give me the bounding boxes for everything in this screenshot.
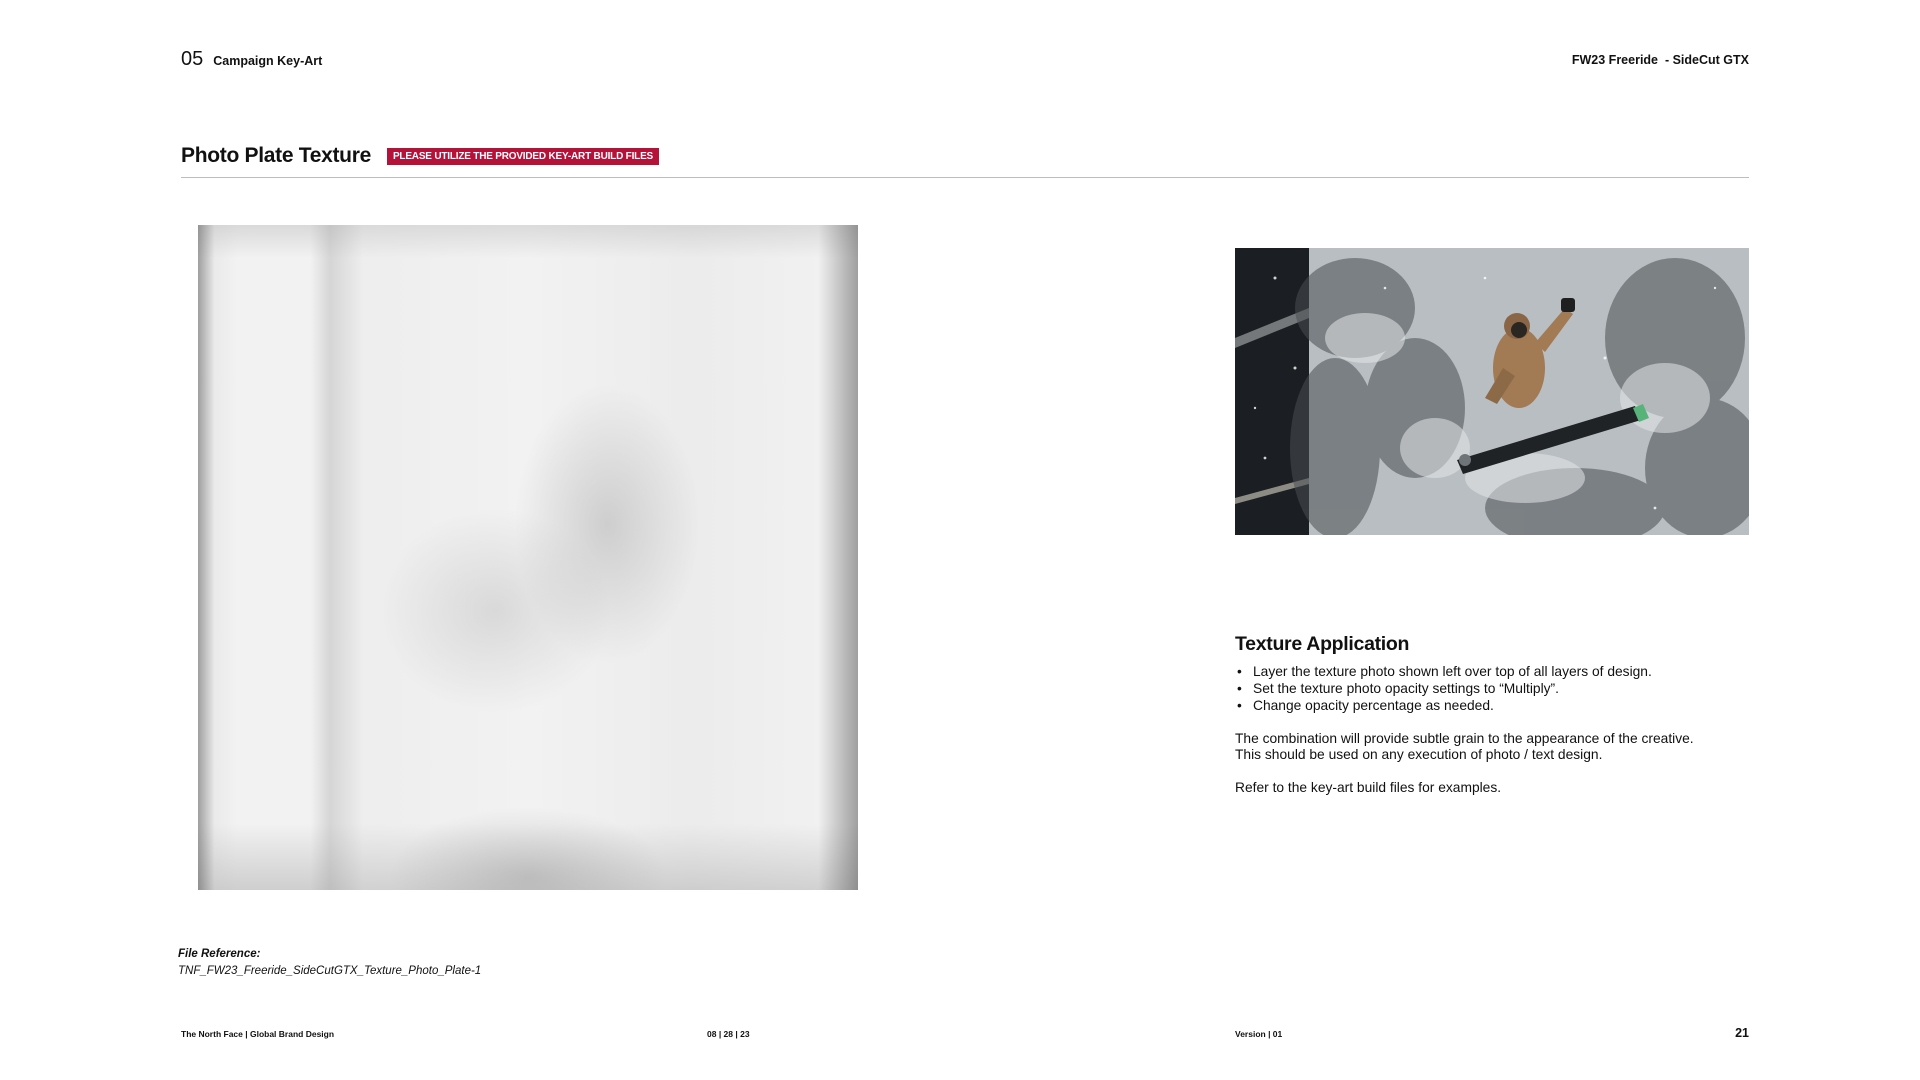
- description-paragraph: [1235, 731, 1749, 763]
- list-item: • Change opacity percentage as needed.: [1235, 697, 1749, 714]
- page-title: Photo Plate Texture: [181, 144, 371, 167]
- reference-paragraph: Refer to the key-art build files for examples.: [1235, 780, 1502, 795]
- footer-brand: The North Face | Global Brand Design: [181, 1029, 335, 1039]
- notice-badge: PLEASE UTILIZE THE PROVIDED KEY-ART BUILD FILES: [387, 148, 659, 165]
- project-name: FW23 Freeride - SideCut GTX: [1571, 53, 1749, 67]
- list-item: • Layer the texture photo shown left over top of all layers of design.: [1235, 663, 1749, 680]
- footer-date: 08 | 28 | 23: [707, 1029, 750, 1039]
- section-title: Campaign Key-Art: [213, 54, 323, 68]
- snowboarder-photo-art: [1235, 248, 1749, 535]
- description-line-2: This should be used on any execution of photo / text design.: [1235, 747, 1603, 762]
- file-reference: [178, 946, 481, 980]
- instruction-list: [1235, 663, 1749, 714]
- page-number: 21: [1735, 1026, 1749, 1040]
- texture-application: [1235, 633, 1749, 796]
- list-item: • Set the texture photo opacity settings to “Multiply”.: [1235, 680, 1749, 697]
- snowboarder-photo: [1235, 248, 1749, 535]
- file-reference-label: File Reference:: [178, 948, 261, 960]
- texture-plate-image: [198, 225, 858, 890]
- title-row: [181, 144, 659, 168]
- texture-application-title: Texture Application: [1235, 633, 1410, 655]
- footer-version: Version | 01: [1235, 1029, 1283, 1039]
- file-reference-filename: TNF_FW23_Freeride_SideCutGTX_Texture_Photo_Plate-1: [178, 965, 482, 977]
- section-number: 05: [181, 48, 204, 70]
- title-divider: [181, 177, 1749, 178]
- description-line-1: The combination will provide subtle grain to the appearance of the creative.: [1235, 731, 1694, 746]
- section-header: [181, 48, 322, 71]
